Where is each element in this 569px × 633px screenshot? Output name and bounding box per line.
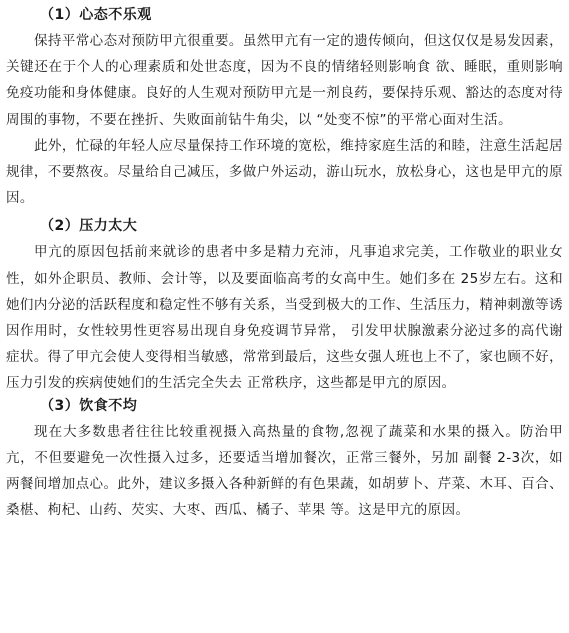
section-stress: [6, 217, 563, 396]
section-diet: [6, 397, 563, 524]
paragraph: 此外，忙碌的年轻人应尽量保持工作环境的宽松，维持家庭生活的和睦，注意生活起居规律，不要熬夜。尽量给自己减压，多做户外运动，游山玩水，放松身心，这也是甲亢的原因。: [6, 137, 563, 207]
paragraph: 现在大多数患者往往比较重视摄入高热量的食物,忽视了蔬菜和水果的摄入。防治甲亢，不但要避免一次性摄入过多，还要适当增加餐次，正常三餐外，另加 副餐 2-3次，如两餐间增加点心。此外，建议多摄入各种新鲜的有色果蔬，如胡萝卜、芹菜、木耳、百合、桑椹、枸杞、山药、芡实、大枣、西瓜、橘子、苹果 等。这是甲亢的原因。: [6, 423, 563, 519]
paragraph: 甲亢的原因包括前来就诊的患者中多是精力充沛，凡事追求完美，工作敬业的职业女性，如外企职员、教师、会计等，以及要面临高考的女高中生。她们多在 25岁左右。这和她们内分泌的活跃程度和稳定性不够有关系，当受到极大的工作、生活压力，精神刺激等诱因作用时，女性较男性更容易出现自身免疫调节异常， 引发甲状腺激素分泌过多的高代谢症状。得了甲亢会使人变得相当敏感，常常到最后，这些女强人班也上不了，家也顾不好，压力引发的疾病使她们的生活完全失去 正常秩序，这些都是甲亢的原因。: [6, 244, 563, 392]
section-mental-state: [6, 6, 563, 211]
section-heading: （2）压力太大: [40, 218, 138, 235]
section-heading: （3）饮食不均: [40, 397, 138, 414]
paragraph: 保持平常心态对预防甲亢很重要。虽然甲亢有一定的遗传倾向，但这仅仅是易发因素，关键还在于个人的心理素质和处世态度，因为不良的情绪轻则影响食 欲、睡眠，重则影响免疫功能和身体健康。良好的人生观对预防甲亢是一剂良药，要保持乐观、豁达的态度对待周围的事物，不要在挫折、失败面前钻牛角尖，以 “处变不惊”的平常心面对生活。: [6, 33, 563, 128]
section-heading: （1）心态不乐观: [40, 7, 152, 23]
